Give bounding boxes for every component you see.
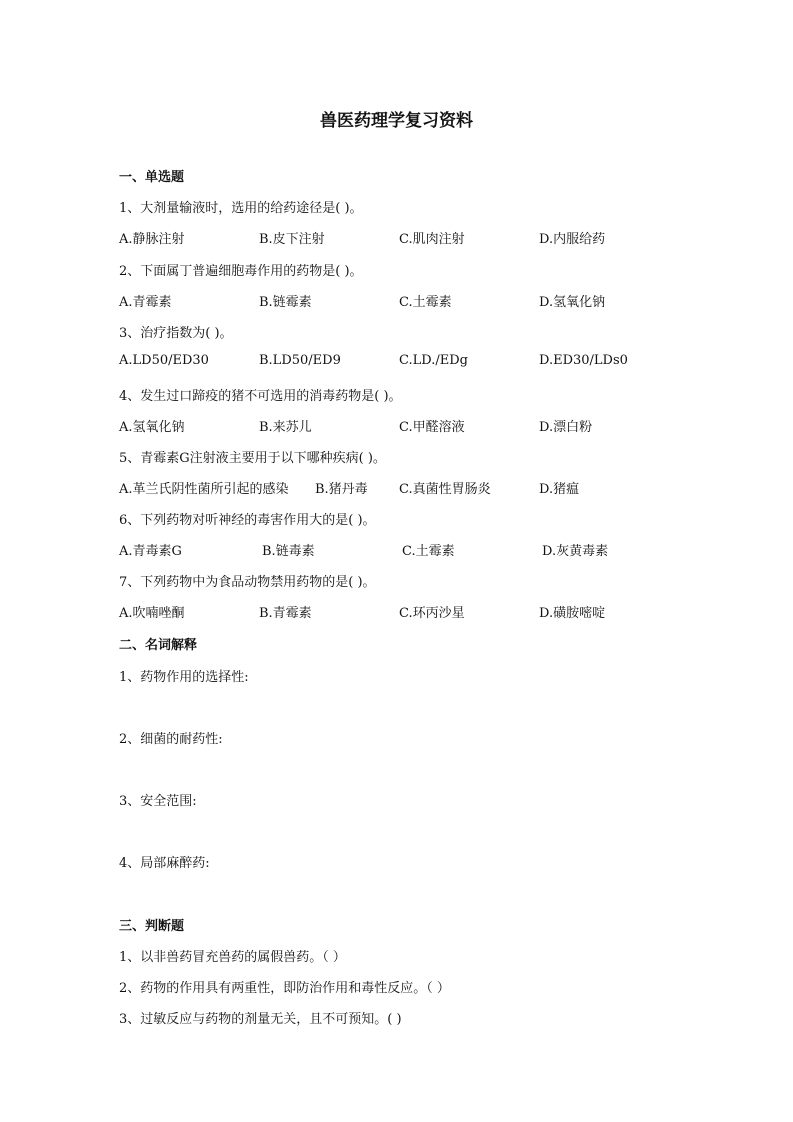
option-c: C.环丙沙星	[399, 606, 465, 621]
question-2: 2、下面属丁普遍细胞毒作用的药物是( )。	[119, 264, 363, 279]
term-1: 1、药物作用的选择性:	[119, 670, 249, 685]
option-b: B.皮下注射	[259, 232, 325, 247]
option-a: A.青毒素G	[119, 544, 182, 559]
section-heading-true-false: 三、判断题	[119, 919, 185, 934]
option-b: B.LD50/ED9	[259, 353, 341, 368]
option-d: D.氢氧化钠	[539, 295, 606, 310]
options-row-5	[119, 478, 679, 498]
option-d: D.内服给药	[539, 232, 606, 247]
option-c: C.土霉素	[399, 295, 452, 310]
term-4: 4、局部麻醉药:	[119, 856, 210, 871]
option-d: D.磺胺嘧啶	[539, 606, 606, 621]
judgement-2: 2、药物的作用具有两重性，即防治作用和毒性反应。（ ）	[119, 981, 450, 996]
option-b: B.青霉素	[259, 606, 312, 621]
option-c: C.土霉素	[402, 544, 455, 559]
question-5: 5、青霉素G注射液主要用于以下哪种疾病( )。	[119, 451, 386, 466]
question-1: 1、大剂量输液时，选用的给药途径是( )。	[119, 201, 363, 216]
term-3: 3、安全范围:	[119, 794, 197, 809]
option-a: A.青霉素	[119, 295, 172, 310]
judgement-3: 3、过敏反应与药物的剂量无关，且不可预知。( )	[119, 1012, 402, 1027]
options-row-1	[119, 228, 679, 248]
option-a: A.革兰氏阴性菌所引起的感染	[119, 482, 289, 497]
option-a: A.LD50/ED30	[119, 353, 209, 368]
judgement-1: 1、以非兽药冒充兽药的属假兽药。（ ）	[119, 950, 346, 965]
options-row-2	[119, 291, 679, 311]
options-row-6	[119, 540, 679, 560]
option-b: B.链毒素	[262, 544, 315, 559]
option-a: A.静脉注射	[119, 232, 185, 247]
option-b: B.链霉素	[259, 295, 312, 310]
option-d: D.ED30/LDs0	[539, 353, 628, 368]
option-d: D.灰黄毒素	[542, 544, 609, 559]
option-a: A.吹喃唑酮	[119, 606, 185, 621]
question-6: 6、下列药物对听神经的毒害作用大的是( )。	[119, 513, 376, 528]
option-c: C.LD./EDg	[399, 353, 468, 368]
option-b: B.猪丹毒	[315, 482, 368, 497]
option-c: C.真菌性胃肠炎	[399, 482, 491, 497]
option-c: C.甲醛溶液	[399, 420, 465, 435]
option-a: A.氢氧化钠	[119, 420, 185, 435]
term-2: 2、细菌的耐药性:	[119, 732, 223, 747]
question-3: 3、治疗指数为( )。	[119, 326, 233, 341]
option-c: C.肌肉注射	[399, 232, 465, 247]
question-4: 4、发生过口蹄疫的猪不可选用的消毒药物是( )。	[119, 389, 402, 404]
options-row-7	[119, 602, 679, 622]
section-heading-single-choice: 一、单选题	[119, 170, 185, 185]
question-7: 7、下列药物中为食品动物禁用药物的是( )。	[119, 575, 376, 590]
section-heading-term-explanation: 二、名词解释	[119, 638, 198, 653]
option-d: D.猪瘟	[539, 482, 580, 497]
option-b: B.来苏儿	[259, 420, 312, 435]
options-row-3	[119, 353, 679, 373]
option-d: D.漂白粉	[539, 420, 593, 435]
page-title: 兽医药理学复习资料	[320, 111, 473, 131]
options-row-4	[119, 416, 679, 436]
